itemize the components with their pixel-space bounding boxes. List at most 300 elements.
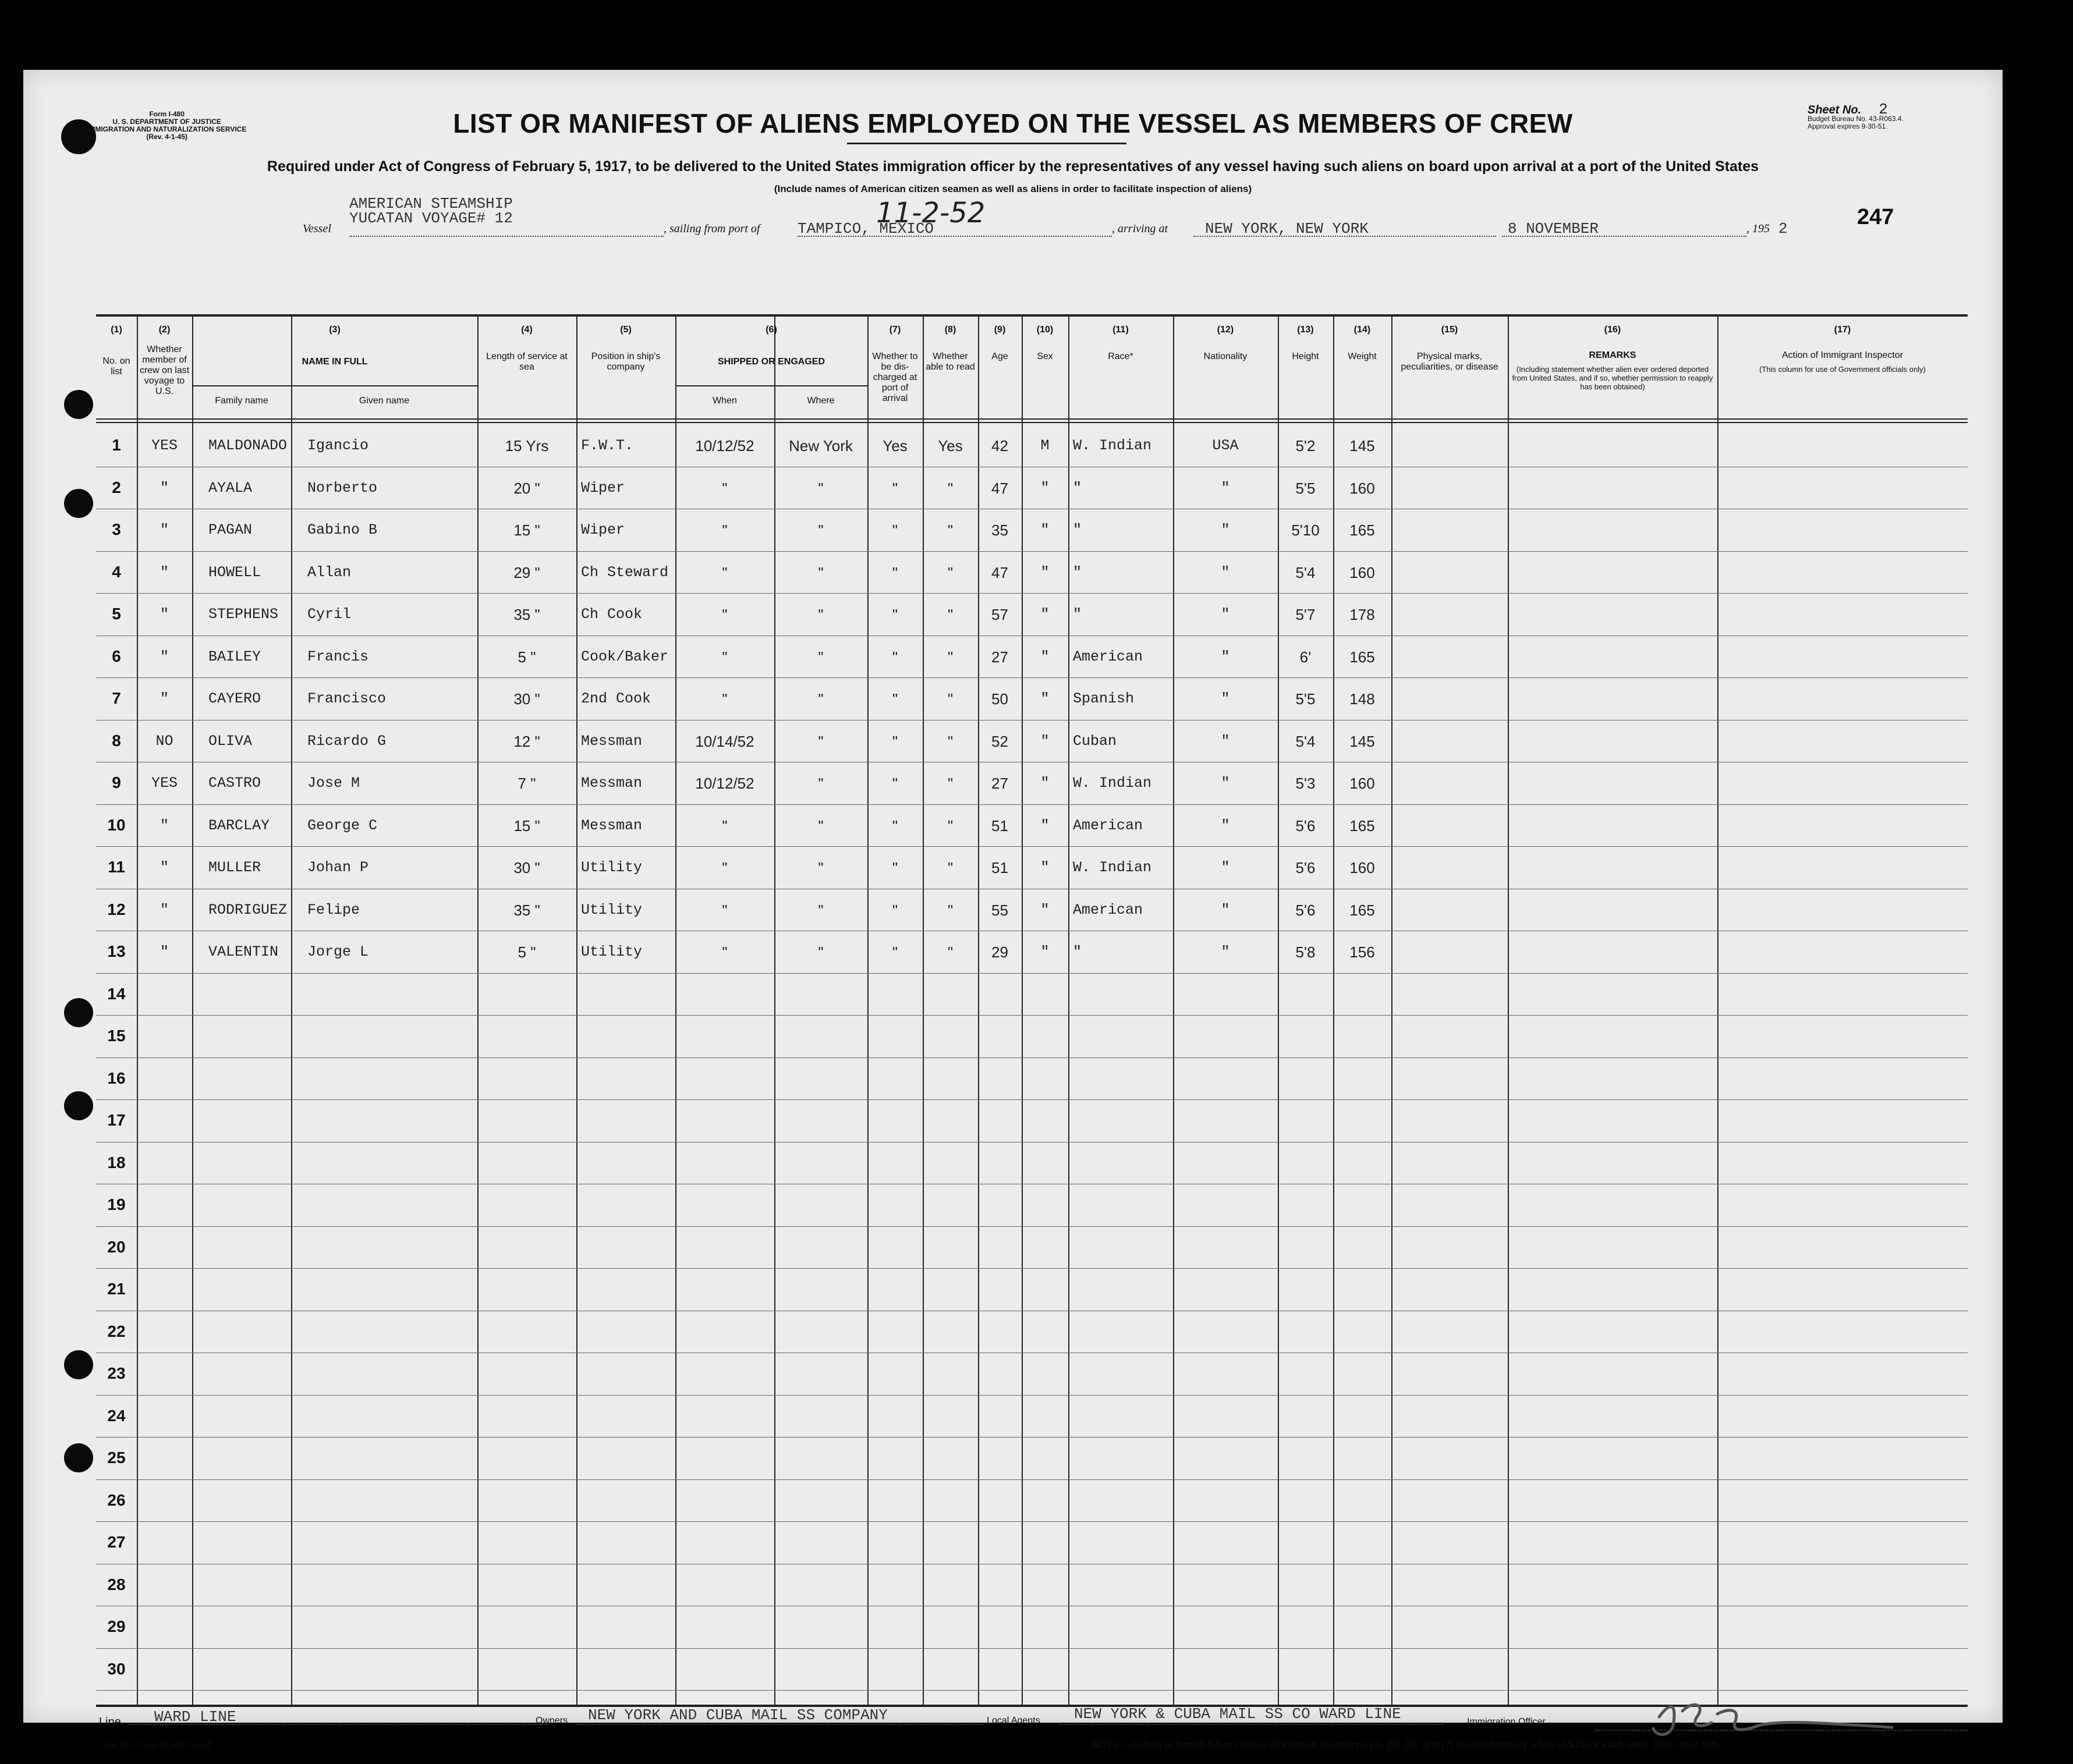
row-number: 15 xyxy=(107,1027,126,1045)
cell-height: 5'4 xyxy=(1295,563,1316,581)
punch-hole xyxy=(64,998,93,1027)
cell-where: " xyxy=(818,563,824,581)
races-note: * See list of races on back hereof. xyxy=(99,1740,212,1749)
cell-weight: 160 xyxy=(1349,479,1375,497)
cell-height: 5'5 xyxy=(1295,690,1316,708)
cell-service: 20 " xyxy=(513,479,540,497)
cell-age: 42 xyxy=(991,437,1008,455)
cell-race: W. Indian xyxy=(1073,859,1152,876)
column-number: (17) xyxy=(1834,325,1851,335)
cell-given: Jose M xyxy=(307,775,360,792)
line-value: WARD LINE xyxy=(154,1708,236,1726)
cell-read: " xyxy=(947,901,954,919)
column-number: (6) xyxy=(766,325,777,335)
row-number: 2 xyxy=(112,478,121,496)
cell-disch: " xyxy=(892,732,898,750)
cell-position: Cook/Baker xyxy=(581,648,669,665)
group-rule xyxy=(192,385,477,386)
column-number: (9) xyxy=(994,325,1006,335)
cell-age: 35 xyxy=(991,521,1008,539)
cell-family: CAYERO xyxy=(208,690,261,707)
sheet-label: Sheet No. xyxy=(1808,104,1862,116)
row-rule xyxy=(96,1437,1968,1438)
cell-age: 55 xyxy=(991,901,1008,919)
cell-when: " xyxy=(722,859,728,876)
cell-family: BARCLAY xyxy=(208,817,270,834)
column-header: Length of service at sea xyxy=(486,352,568,372)
cell-nat: USA xyxy=(1212,437,1239,454)
cell-height: 6' xyxy=(1299,648,1312,666)
row-number: 26 xyxy=(107,1490,126,1509)
cell-crew: " xyxy=(160,859,169,876)
cell-service: 5 " xyxy=(518,648,536,666)
column-divider xyxy=(923,317,924,1705)
form-department: U. S. DEPARTMENT OF JUSTICE xyxy=(112,118,221,126)
cell-crew: " xyxy=(160,563,169,581)
row-rule xyxy=(96,1521,1968,1522)
column-subheader: Given name xyxy=(359,396,410,406)
cell-height: 5'6 xyxy=(1295,901,1316,919)
column-subheader: When xyxy=(713,396,737,406)
cell-service: 7 " xyxy=(518,775,536,792)
cell-race: " xyxy=(1073,943,1082,960)
cell-given: Cyril xyxy=(307,606,352,623)
cell-read: " xyxy=(947,521,954,539)
cell-when: " xyxy=(722,563,728,581)
row-rule xyxy=(96,1268,1968,1269)
page-subnote: (Include names of American citizen seamen as well as aliens in order to facilitate inspection of aliens) xyxy=(774,183,1252,194)
row-number: 18 xyxy=(107,1153,126,1172)
row-number: 27 xyxy=(107,1533,126,1551)
cell-family: AYALA xyxy=(208,479,253,496)
row-number: 16 xyxy=(107,1069,126,1087)
column-number: (3) xyxy=(329,325,341,335)
cell-disch: " xyxy=(892,943,898,961)
cell-nat: " xyxy=(1221,859,1230,876)
crew-table xyxy=(96,314,1968,1707)
row-number: 5 xyxy=(112,605,121,623)
cell-sex: " xyxy=(1040,775,1050,792)
column-header: Physical marks, peculiarities, or disease xyxy=(1401,352,1498,372)
cell-crew: " xyxy=(160,817,169,834)
cell-disch: " xyxy=(892,901,898,919)
cell-when: " xyxy=(722,521,728,539)
cell-service: 30 " xyxy=(513,859,540,876)
row-rule xyxy=(96,593,1968,594)
cell-given: Felipe xyxy=(307,901,360,918)
column-divider xyxy=(137,317,138,1705)
cell-age: 52 xyxy=(991,732,1008,750)
cell-weight: 156 xyxy=(1349,943,1375,961)
header-bottom-rule xyxy=(96,422,1968,423)
column-number: (1) xyxy=(111,325,122,335)
row-number: 9 xyxy=(112,773,121,792)
cell-service: 30 " xyxy=(513,690,540,708)
cell-age: 27 xyxy=(991,775,1008,792)
cell-given: Gabino B xyxy=(307,521,378,538)
cell-weight: 165 xyxy=(1349,817,1375,835)
arrival-date: 8 NOVEMBER xyxy=(1508,220,1599,237)
cell-given: Allan xyxy=(307,563,352,581)
cell-nat: " xyxy=(1221,606,1230,623)
cell-read: " xyxy=(947,648,954,666)
cell-sex: M xyxy=(1040,437,1050,454)
cell-disch: " xyxy=(892,775,898,792)
cell-weight: 165 xyxy=(1349,648,1375,666)
cell-position: Messman xyxy=(581,775,643,792)
officer-signature xyxy=(1642,1682,1909,1746)
column-divider xyxy=(1391,317,1392,1705)
sailing-port: TAMPICO, MEXICO xyxy=(798,220,934,237)
cell-age: 29 xyxy=(991,943,1008,961)
officer-fill-line xyxy=(1595,1730,1968,1731)
row-rule xyxy=(96,1648,1968,1649)
cell-family: CASTRO xyxy=(208,775,261,792)
column-header: Height xyxy=(1292,352,1319,361)
cell-given: Johan P xyxy=(307,859,369,876)
cell-nat: " xyxy=(1221,648,1230,665)
column-header-note: (Including statement whether alien ever ordered deported from United States, and if so, whether permission to reapply has been obtained) xyxy=(1512,365,1713,391)
cell-race: American xyxy=(1073,901,1143,918)
cell-weight: 160 xyxy=(1349,563,1375,581)
cell-when: " xyxy=(722,606,728,623)
cell-height: 5'8 xyxy=(1295,943,1316,961)
column-header-group: NAME IN FULL xyxy=(302,357,368,367)
officer-label: Immigration Officer xyxy=(1467,1717,1546,1727)
column-header: REMARKS xyxy=(1589,350,1636,360)
cell-family: OLIVA xyxy=(208,732,253,750)
sheet-info xyxy=(1808,101,1904,130)
row-rule xyxy=(96,1099,1968,1100)
cell-weight: 165 xyxy=(1349,901,1375,919)
cell-race: Spanish xyxy=(1073,690,1135,707)
cell-position: Wiper xyxy=(581,479,625,496)
column-divider xyxy=(192,317,193,1705)
cell-weight: 148 xyxy=(1349,690,1375,708)
agents-fill-line xyxy=(1059,1724,1444,1725)
cell-family: HOWELL xyxy=(208,563,261,581)
punch-hole xyxy=(64,390,93,419)
cell-race: " xyxy=(1073,479,1082,496)
cell-where: " xyxy=(818,817,824,835)
cell-service: 12 " xyxy=(513,732,540,750)
cell-read: " xyxy=(947,817,954,835)
cell-given: George C xyxy=(307,817,378,834)
column-header: Nationality xyxy=(1203,352,1248,361)
row-number: 10 xyxy=(107,815,126,834)
row-number: 1 xyxy=(112,436,121,454)
cell-where: " xyxy=(818,521,824,539)
cell-position: 2nd Cook xyxy=(581,690,651,707)
column-number: (7) xyxy=(889,325,901,335)
cell-nat: " xyxy=(1221,901,1230,918)
row-number: 21 xyxy=(107,1280,126,1298)
cell-when: " xyxy=(722,690,728,708)
sailing-date-handwritten: 11-2-52 xyxy=(876,197,986,229)
row-rule xyxy=(96,1057,1968,1058)
cell-crew: YES xyxy=(151,775,178,792)
cell-when: " xyxy=(722,479,728,497)
row-number: 29 xyxy=(107,1617,126,1635)
row-rule xyxy=(96,1226,1968,1227)
column-number: (4) xyxy=(521,325,533,335)
cell-age: 51 xyxy=(991,817,1008,835)
row-number: 6 xyxy=(112,647,121,665)
column-number: (13) xyxy=(1297,325,1314,335)
column-header: Race* xyxy=(1108,352,1133,361)
column-header: Position in ship's company xyxy=(591,352,661,372)
row-rule xyxy=(96,973,1968,974)
group-rule xyxy=(675,385,867,386)
cell-weight: 145 xyxy=(1349,732,1375,750)
row-number: 17 xyxy=(107,1111,126,1129)
row-number: 25 xyxy=(107,1449,126,1467)
row-number: 11 xyxy=(108,858,125,876)
line-label: Line xyxy=(99,1716,121,1728)
cell-crew: " xyxy=(160,648,169,665)
cell-position: Utility xyxy=(581,859,643,876)
column-subheader: Where xyxy=(807,396,835,406)
column-divider xyxy=(1022,317,1023,1705)
cell-given: Francisco xyxy=(307,690,387,707)
row-rule xyxy=(96,677,1968,678)
cell-race: American xyxy=(1073,648,1143,665)
row-number: 20 xyxy=(107,1237,126,1256)
row-number: 3 xyxy=(112,520,121,538)
vessel-label: Vessel xyxy=(303,222,331,235)
cell-age: 47 xyxy=(991,479,1008,497)
cell-disch: " xyxy=(892,563,898,581)
cell-nat: " xyxy=(1221,775,1230,792)
cell-sex: " xyxy=(1040,606,1050,623)
cell-weight: 178 xyxy=(1349,606,1375,623)
column-divider xyxy=(774,317,775,1705)
form-service: IMMIGRATION AND NATURALIZATION SERVICE xyxy=(87,125,247,133)
cell-disch: " xyxy=(892,648,898,666)
cell-age: 51 xyxy=(991,859,1008,876)
column-divider xyxy=(1278,317,1279,1705)
cell-weight: 160 xyxy=(1349,775,1375,792)
vessel-fill-line xyxy=(349,236,664,237)
cell-read: Yes xyxy=(938,437,963,455)
cell-height: 5'6 xyxy=(1295,859,1316,876)
row-number: 22 xyxy=(107,1322,126,1340)
cell-race: " xyxy=(1073,606,1082,623)
cell-disch: " xyxy=(892,690,898,708)
arrival-date-fill-line xyxy=(1502,236,1746,237)
column-number: (12) xyxy=(1217,325,1234,335)
cell-age: 27 xyxy=(991,648,1008,666)
cell-nat: " xyxy=(1221,817,1230,834)
cell-given: Igancio xyxy=(307,437,369,454)
cell-position: Ch Cook xyxy=(581,606,643,623)
cell-given: Francis xyxy=(307,648,369,665)
column-divider xyxy=(1717,317,1718,1705)
vessel-name-line2: YUCATAN VOYAGE# 12 xyxy=(349,210,513,227)
cell-position: Wiper xyxy=(581,521,625,538)
cell-where: " xyxy=(818,943,824,961)
cell-where: New York xyxy=(789,437,853,455)
column-divider xyxy=(1173,317,1174,1705)
cell-where: " xyxy=(818,606,824,623)
cell-family: MULLER xyxy=(208,859,261,876)
page-title: LIST OR MANIFEST OF ALIENS EMPLOYED ON THE VESSEL AS MEMBERS OF CREW xyxy=(453,108,1573,139)
column-header: Weight xyxy=(1348,352,1377,361)
cell-nat: " xyxy=(1221,690,1230,707)
punch-hole xyxy=(64,1443,93,1472)
punch-hole xyxy=(64,1350,93,1379)
cell-service: 35 " xyxy=(513,606,540,623)
row-rule xyxy=(96,804,1968,805)
cell-service: 15 Yrs xyxy=(505,437,549,455)
sheet-number: 2 xyxy=(1879,101,1888,118)
cell-family: STEPHENS xyxy=(208,606,279,623)
cell-sex: " xyxy=(1040,563,1050,581)
cell-height: 5'2 xyxy=(1295,437,1316,455)
cell-crew: " xyxy=(160,690,169,707)
cell-service: 5 " xyxy=(518,943,536,961)
cell-crew: YES xyxy=(151,437,178,454)
cell-race: W. Indian xyxy=(1073,437,1152,454)
cell-where: " xyxy=(818,775,824,792)
cell-service: 15 " xyxy=(513,521,540,539)
cell-sex: " xyxy=(1040,943,1050,960)
cell-read: " xyxy=(947,775,954,792)
row-number: 13 xyxy=(107,942,126,960)
cell-position: Ch Steward xyxy=(581,563,669,581)
cell-read: " xyxy=(947,690,954,708)
row-number: 28 xyxy=(107,1575,126,1593)
cell-where: " xyxy=(818,901,824,919)
column-header-group: SHIPPED OR ENGAGED xyxy=(717,357,825,367)
column-header: Age xyxy=(991,352,1008,361)
column-number: (11) xyxy=(1112,325,1129,335)
row-number: 8 xyxy=(112,731,121,750)
column-header: Whether member of crew on last voyage to U.S. xyxy=(139,345,190,396)
cell-age: 57 xyxy=(991,606,1008,623)
cell-sex: " xyxy=(1040,859,1050,876)
year-suffix: 2 xyxy=(1778,220,1788,237)
cell-when: 10/14/52 xyxy=(695,732,754,750)
cell-weight: 145 xyxy=(1349,437,1375,455)
cell-given: Norberto xyxy=(307,479,378,496)
punch-hole xyxy=(64,1091,93,1120)
cell-read: " xyxy=(947,859,954,876)
cell-read: " xyxy=(947,732,954,750)
cell-disch: " xyxy=(892,479,898,497)
row-number: 4 xyxy=(112,562,121,581)
form-number: Form I-480 xyxy=(149,110,185,118)
cell-weight: 160 xyxy=(1349,859,1375,876)
cell-race: American xyxy=(1073,817,1143,834)
cell-age: 47 xyxy=(991,563,1008,581)
cell-service: 35 " xyxy=(513,901,540,919)
cell-family: MALDONADO xyxy=(208,437,288,454)
cell-when: " xyxy=(722,901,728,919)
cell-disch: " xyxy=(892,817,898,835)
row-rule xyxy=(96,551,1968,552)
sailing-label: , sailing from port of xyxy=(664,222,760,235)
row-rule xyxy=(96,846,1968,847)
row-rule xyxy=(96,1395,1968,1396)
arriving-port: NEW YORK, NEW YORK xyxy=(1205,220,1369,237)
cell-given: Jorge L xyxy=(307,943,369,960)
cell-crew: " xyxy=(160,479,169,496)
column-number: (15) xyxy=(1441,325,1458,335)
cell-race: " xyxy=(1073,563,1082,581)
cell-crew: " xyxy=(160,943,169,960)
cell-race: " xyxy=(1073,521,1082,538)
column-divider xyxy=(1068,317,1069,1705)
year-prefix: , 195 xyxy=(1746,222,1770,235)
cell-height: 5'7 xyxy=(1295,606,1316,623)
cell-nat: " xyxy=(1221,943,1230,960)
column-header-note: (This column for use of Government officials only) xyxy=(1759,365,1926,374)
cell-sex: " xyxy=(1040,648,1050,665)
cell-when: " xyxy=(722,817,728,835)
cell-age: 50 xyxy=(991,690,1008,708)
cell-where: " xyxy=(818,648,824,666)
cell-sex: " xyxy=(1040,479,1050,496)
cell-height: 5'5 xyxy=(1295,479,1316,497)
column-header: Sex xyxy=(1037,352,1053,361)
cell-position: Messman xyxy=(581,817,643,834)
row-number: 30 xyxy=(107,1659,126,1678)
owners-fill-line xyxy=(576,1724,984,1725)
cell-race: Cuban xyxy=(1073,732,1117,750)
cell-service: 29 " xyxy=(513,563,540,581)
cell-position: F.W.T. xyxy=(581,437,634,454)
column-number: (2) xyxy=(158,325,171,335)
row-number: 7 xyxy=(112,689,121,707)
cell-sex: " xyxy=(1040,521,1050,538)
arriving-label: , arriving at xyxy=(1112,222,1168,235)
line-fill-line xyxy=(128,1724,547,1725)
cell-when: 10/12/52 xyxy=(695,775,754,792)
cell-disch: " xyxy=(892,521,898,539)
column-divider xyxy=(978,317,979,1705)
cell-position: Utility xyxy=(581,901,643,918)
row-number: 23 xyxy=(107,1364,126,1382)
penalty-note: NOTE.—Failure to furnish full or correct information in columns (3), (5), (6), and (7) is punishable by a fine of $10 for each alien. (See other side xyxy=(1092,1739,1720,1750)
column-divider xyxy=(576,317,577,1705)
cell-when: " xyxy=(722,943,728,961)
column-number: (8) xyxy=(944,325,956,335)
cell-height: 5'10 xyxy=(1291,521,1320,539)
column-divider xyxy=(1333,317,1334,1705)
row-number: 24 xyxy=(107,1406,126,1425)
cell-sex: " xyxy=(1040,732,1050,750)
cell-position: Utility xyxy=(581,943,643,960)
row-rule xyxy=(96,1015,1968,1016)
cell-nat: " xyxy=(1221,563,1230,581)
row-number: 12 xyxy=(107,900,126,918)
cell-where: " xyxy=(818,859,824,876)
column-number: (14) xyxy=(1353,325,1371,335)
approval-expiry: Approval expires 9-30-51. xyxy=(1808,122,1888,130)
cell-disch: Yes xyxy=(883,437,908,455)
cell-sex: " xyxy=(1040,901,1050,918)
cell-nat: " xyxy=(1221,521,1230,538)
cell-weight: 165 xyxy=(1349,521,1375,539)
column-divider xyxy=(675,317,676,1705)
cell-sex: " xyxy=(1040,817,1050,834)
cell-read: " xyxy=(947,943,954,961)
arriving-fill-line xyxy=(1193,236,1496,237)
budget-bureau: Budget Bureau No. 43-R063.4. xyxy=(1808,115,1904,123)
punch-hole xyxy=(64,489,93,518)
cell-height: 5'3 xyxy=(1295,775,1316,792)
